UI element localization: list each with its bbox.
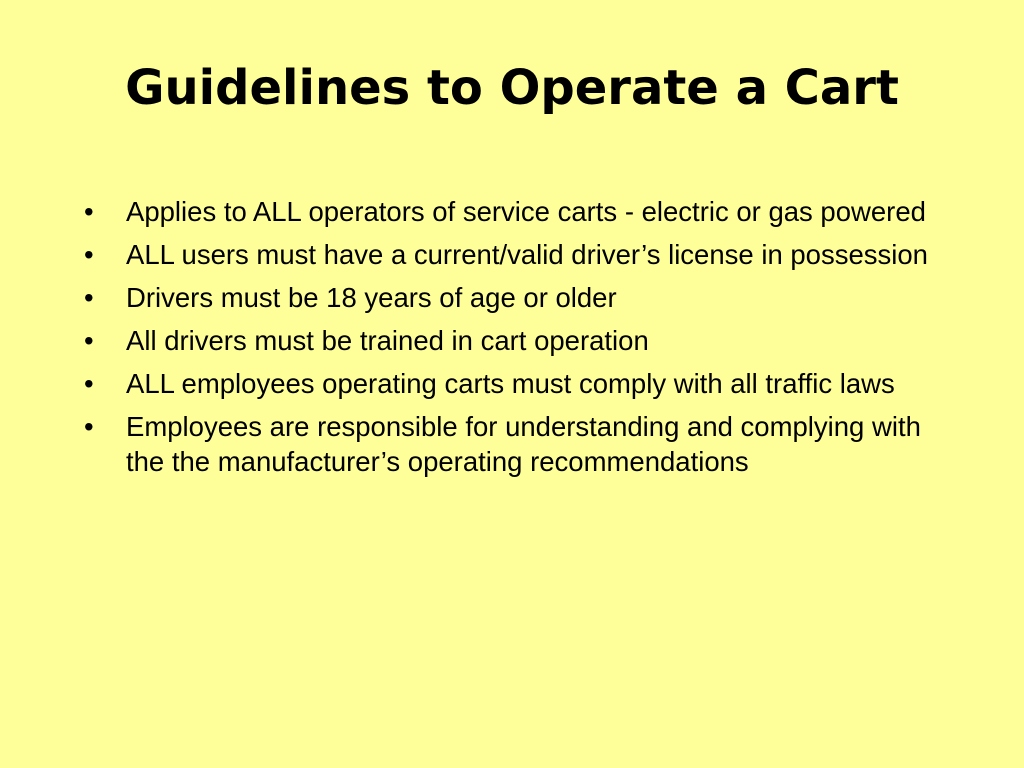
bullet-item-age	[84, 280, 934, 315]
bullet-item-training	[84, 323, 934, 358]
bullet-point-icon: •	[84, 282, 94, 313]
bullet-text: Drivers must be 18 years of age or older	[126, 282, 617, 313]
bullet-point-icon: •	[84, 368, 94, 399]
bullet-item-manufacturer	[84, 409, 934, 479]
bullet-text: Employees are responsible for understanding and complying with the the manufacturer’s operating recommendations	[126, 411, 921, 477]
bullet-point-icon: •	[84, 411, 94, 442]
bullet-list	[84, 194, 934, 487]
slide-title: Guidelines to Operate a Cart	[125, 60, 899, 116]
bullet-point-icon: •	[84, 239, 94, 270]
bullet-item-operators	[84, 194, 934, 229]
bullet-text: All drivers must be trained in cart operation	[126, 325, 649, 356]
bullet-item-traffic-laws	[84, 366, 934, 401]
bullet-text: ALL employees operating carts must comply with all traffic laws	[126, 368, 895, 399]
bullet-point-icon: •	[84, 325, 94, 356]
bullet-point-icon: •	[84, 196, 94, 227]
bullet-text: Applies to ALL operators of service carts - electric or gas powered	[126, 196, 926, 227]
bullet-item-license	[84, 237, 934, 272]
bullet-text: ALL users must have a current/valid driver’s license in possession	[126, 239, 928, 270]
